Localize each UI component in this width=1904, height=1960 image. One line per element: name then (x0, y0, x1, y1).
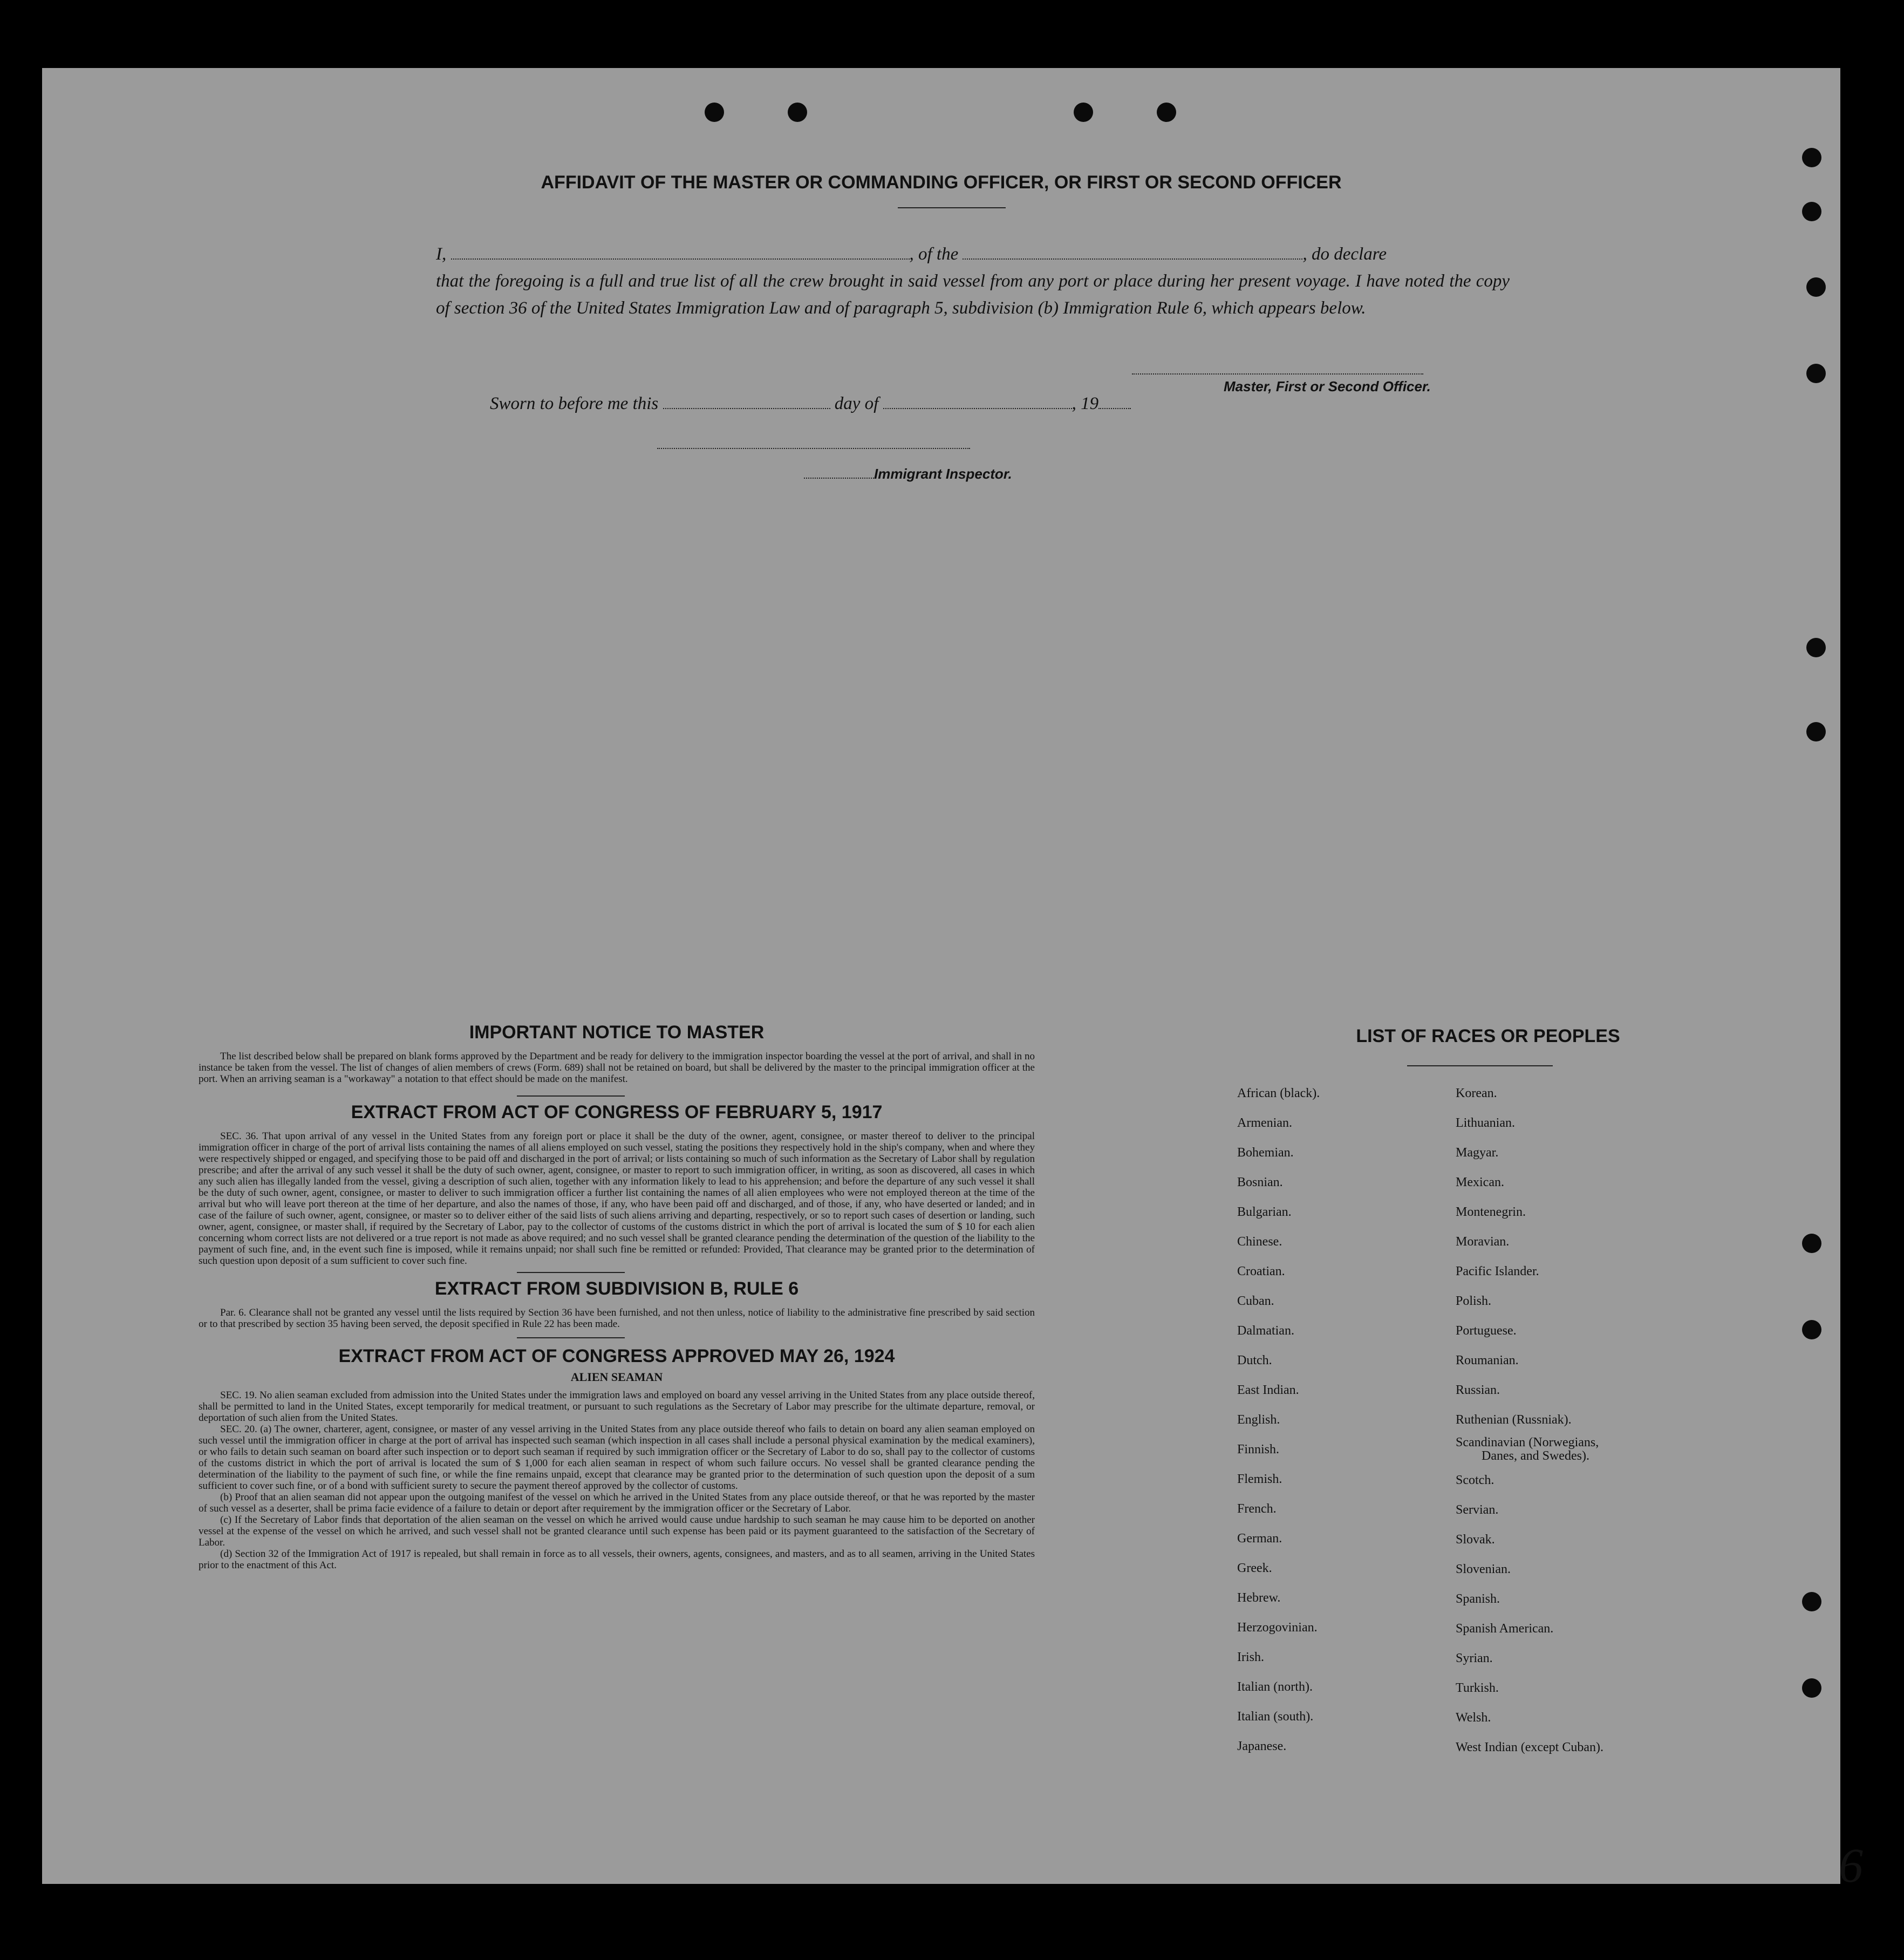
inspector-label-text: Immigrant Inspector. (874, 466, 1012, 482)
month-blank (883, 395, 1072, 409)
year-blank (1098, 395, 1131, 409)
sworn-text-c: , 19 (1072, 394, 1099, 413)
race-item: Finnish. (1237, 1442, 1280, 1457)
affidavit-line1-a: I, (436, 244, 447, 264)
punch-hole (705, 103, 724, 122)
punch-hole (1802, 1592, 1821, 1611)
races-title: LIST OF RACES OR PEOPLES (1356, 1026, 1620, 1046)
extract3-sec20b: (b) Proof that an alien seaman did not appear upon the outgoing manifest of the vessel on which he arrived in the United States from any place outside thereof, or that he was reported by the master of such vessel as a deserter, shall be prima facie evidence of a failure to detain or deport after requirement by the immigration officer or the Secretary of Labor. (199, 1492, 1035, 1514)
extract2-divider (517, 1337, 625, 1338)
extract3-sec20d: (d) Section 32 of the Immigration Act of 1917 is repealed, but shall remain in force as to all vessels, their owners, agents, consignees, and masters, and as to all seamen, arriving in the United States prior to the enactment of this Act. (199, 1548, 1035, 1571)
sworn-text-b: day of (834, 394, 879, 413)
races-divider (1407, 1065, 1553, 1066)
signature-line (1132, 373, 1423, 375)
race-item: Portuguese. (1456, 1324, 1517, 1338)
race-item: Bosnian. (1237, 1175, 1283, 1189)
race-item: East Indian. (1237, 1383, 1299, 1397)
race-item: French. (1237, 1502, 1277, 1516)
race-item: Chinese. (1237, 1235, 1282, 1249)
sworn-text-a: Sworn to before me this (490, 394, 659, 413)
race-item: Bulgarian. (1237, 1205, 1292, 1219)
race-item: Spanish. (1456, 1592, 1500, 1606)
race-item: Montenegrin. (1456, 1205, 1526, 1219)
affidavit-text (436, 241, 1510, 322)
extract3-sec20c: (c) If the Secretary of Labor finds that deportation of the alien seaman on the vessel on which he arrived would cause undue hardship to such seaman he may cause him to be deported on another vessel at the expense of the vessel on which he arrived, and such vessel shall not be granted clearance until such expense has been paid or its payment guaranteed to the satisfaction of the Secretary of Labor. (199, 1514, 1035, 1548)
race-item: Japanese. (1237, 1739, 1287, 1753)
punch-hole (1806, 722, 1826, 741)
name-blank (451, 246, 910, 260)
race-item: Spanish American. (1456, 1622, 1554, 1636)
inspector-label (804, 466, 1012, 482)
punch-hole (1806, 638, 1826, 657)
race-item: West Indian (except Cuban). (1456, 1740, 1603, 1754)
punch-hole (1806, 277, 1826, 297)
punch-hole (1802, 148, 1821, 167)
signature-label: Master, First or Second Officer. (1224, 378, 1431, 394)
inspector-line (657, 448, 970, 449)
race-item: German. (1237, 1532, 1282, 1546)
document-sheet (42, 68, 1863, 1893)
race-item: Korean. (1456, 1086, 1497, 1100)
race-item: Magyar. (1456, 1146, 1499, 1160)
affidavit-line1-c: , do declare (1302, 244, 1387, 264)
race-item: Herzogovinian. (1237, 1621, 1318, 1635)
race-item: Pacific Islander. (1456, 1264, 1539, 1278)
race-item: Danes, and Swedes). (1482, 1449, 1589, 1463)
punch-hole (1157, 103, 1176, 122)
title-divider (898, 207, 1006, 208)
race-item: Dutch. (1237, 1353, 1272, 1367)
extract3-sec20a: SEC. 20. (a) The owner, charterer, agent, consignee, or master of any vessel arriving in the United States from any place outside thereof who fails to detain on board any alien seaman employed on such vessel until the immigration officer in charge at the port of arrival has inspected such seaman (which inspection in all cases shall include a personal physical examination by the medical examiners), or who fails to detain such seaman on board after such inspection or to deport such seaman if required by such immigration officer or the Secretary of Labor to do so, shall pay to the collector of customs of the customs district in which the port of arrival is located the sum of $ 1,000 for each alien seaman in respect of whom such failure occurs. No vessel shall be granted clearance pending the determination of the liability to the payment of such fine, or while the fine remains unpaid, except that clearance may be granted prior to the determination of such question upon the deposit of a sum sufficient to cover such fine, or of a bond with sufficient surety to secure the payment thereof approved by the collector of customs. (199, 1424, 1035, 1492)
sworn-line (490, 394, 1131, 414)
notice-divider (517, 1095, 625, 1097)
race-item: Scotch. (1456, 1473, 1494, 1487)
extract1-title: EXTRACT FROM ACT OF CONGRESS OF FEBRUARY 5, 1917 (351, 1102, 883, 1122)
punch-hole (1802, 1234, 1821, 1253)
race-item: Irish. (1237, 1650, 1264, 1664)
race-item: Flemish. (1237, 1472, 1282, 1486)
race-item: Croatian. (1237, 1264, 1285, 1278)
notice-title: IMPORTANT NOTICE TO MASTER (469, 1022, 765, 1043)
punch-hole (1802, 1320, 1821, 1339)
race-item: Italian (north). (1237, 1680, 1313, 1694)
extract1-text: SEC. 36. That upon arrival of any vessel in the United States from any foreign port or place it shall be the duty of the owner, agent, consignee, or master thereof to deliver to the principal immigration officer in charge of the port of arrival lists containing the names of all aliens employed on such vessel, stating the positions they respectively hold in the ship's company, when and where they were respectively shipped or engaged, and specifying those to be paid off and discharged in the port of arrival; or lists containing so much of such information as the Secretary of Labor shall by regulation prescribe; and after the arrival of any such vessel it shall be the duty of such owner, agent, consignee, or master to report to such immigration officer, in writing, as soon as discovered, all cases in which any such alien has illegally landed from the vessel, giving a description of such alien, together with any information likely to lead to his apprehension; and before the departure of any such vessel it shall be the duty of such owner, agent, consignee, or master to deliver to such immigration officer a further list containing the names of all alien employees who were not employed thereon at the time of the arrival but who will leave port thereon at the time of her departure, and also the names of those, if any, who have been paid off and discharged, and of those, if any, who have deserted or landed; and in case of the failure of such owner, agent, consignee, or master so to deliver either of the said lists of such aliens arriving and departing, respectively, or so to report such cases of desertion or landing, such owner, agent, consignee, or master shall, if required by the Secretary of Labor, pay to the collector of customs of the customs district in which the port of arrival is located the sum of $ 10 for each alien concerning whom correct lists are not delivered or a true report is not made as above required; and no such vessel shall be granted clearance pending the determination of the question of the liability to the payment of such fine, and, in the event such fine is imposed, while it remains unpaid; nor shall such fine be remitted or refunded: Provided, That clearance may be granted prior to the determination of such question upon deposit of a sum sufficient to cover such fine. (199, 1131, 1035, 1267)
extract3-title: EXTRACT FROM ACT OF CONGRESS APPROVED MAY 26, 1924 (338, 1346, 895, 1366)
punch-hole (1074, 103, 1093, 122)
race-item: Russian. (1456, 1383, 1500, 1397)
race-item: Greek. (1237, 1561, 1272, 1575)
race-item: Italian (south). (1237, 1710, 1314, 1724)
notice-text: The list described below shall be prepared on blank forms approved by the Department and be ready for delivery to the immigration inspector boarding the vessel at the port of arrival, and shall in no instance be taken from the vessel. The list of changes of alien members of crews (Form. 689) shall not be retained on board, but shall be delivered by the master to the principal immigration officer at the port. When an arriving seaman is a "workaway" a notation to that effect should be made on the manifest. (199, 1051, 1035, 1085)
race-item: Dalmatian. (1237, 1324, 1294, 1338)
race-item-scandinavian (1456, 1435, 1603, 1466)
races-col2 (1456, 1079, 1603, 1762)
extract3-subtitle: ALIEN SEAMAN (570, 1370, 663, 1384)
extract3-sec19: SEC. 19. No alien seaman excluded from admission into the United States under the immigration laws and employed on board any vessel arriving in the United States from any place outside thereof, shall be permitted to land in the United States, except temporarily for medical treatment, or pursuant to such regulations as the Secretary of Labor may prescribe for the ultimate departure, removal, or deportation of such alien from the United States. (199, 1390, 1035, 1424)
race-item: Slovenian. (1456, 1562, 1511, 1576)
race-item: Moravian. (1456, 1235, 1510, 1249)
important-notice (199, 1022, 1035, 1571)
race-item: Syrian. (1456, 1651, 1493, 1665)
punch-hole (1802, 1678, 1821, 1698)
race-item: Bohemian. (1237, 1146, 1294, 1160)
extract1-divider (517, 1272, 625, 1273)
day-blank (663, 395, 830, 409)
race-item: Lithuanian. (1456, 1116, 1515, 1130)
races-col1 (1237, 1079, 1320, 1761)
extract2-text: Par. 6. Clearance shall not be granted any vessel until the lists required by Section 36 have been furnished, and not then unless, notice of liability to the administrative fine prescribed by said section or to that prescribed by section 35 having been served, the deposit specified in Rule 22 has been made. (199, 1307, 1035, 1330)
race-item: Polish. (1456, 1294, 1492, 1308)
affidavit-line1-b: , of the (909, 244, 959, 264)
race-item: Scandinavian (Norwegians, (1456, 1435, 1599, 1449)
punch-hole (1806, 364, 1826, 383)
race-item: Mexican. (1456, 1175, 1504, 1189)
punch-hole (788, 103, 807, 122)
inspector-dots (804, 468, 874, 479)
race-item: English. (1237, 1413, 1280, 1427)
punch-hole (1802, 202, 1821, 221)
race-item: Ruthenian (Russniak). (1456, 1413, 1572, 1427)
vessel-blank (963, 246, 1302, 260)
extract2-title: EXTRACT FROM SUBDIVISION B, RULE 6 (434, 1278, 799, 1299)
race-item: African (black). (1237, 1086, 1320, 1100)
race-item: Cuban. (1237, 1294, 1274, 1308)
race-item: Hebrew. (1237, 1591, 1281, 1605)
race-item: Armenian. (1237, 1116, 1292, 1130)
race-item: Servian. (1456, 1503, 1499, 1517)
race-item: Welsh. (1456, 1711, 1491, 1725)
affidavit-title: AFFIDAVIT OF THE MASTER OR COMMANDING OFFICER, OR FIRST OR SECOND OFFICER (541, 172, 1342, 193)
race-item: Turkish. (1456, 1681, 1499, 1695)
race-item: Slovak. (1456, 1533, 1495, 1547)
affidavit-body: that the foregoing is a full and true list of all the crew brought in said vessel from any port or place during her present voyage. I have noted the copy of section 36 of the United States Immigration Law and of paragraph 5, subdivision (b) Immigration Rule 6, which appears below. (436, 271, 1510, 318)
race-item: Roumanian. (1456, 1353, 1519, 1367)
page-number: 6 (1839, 1839, 1863, 1893)
